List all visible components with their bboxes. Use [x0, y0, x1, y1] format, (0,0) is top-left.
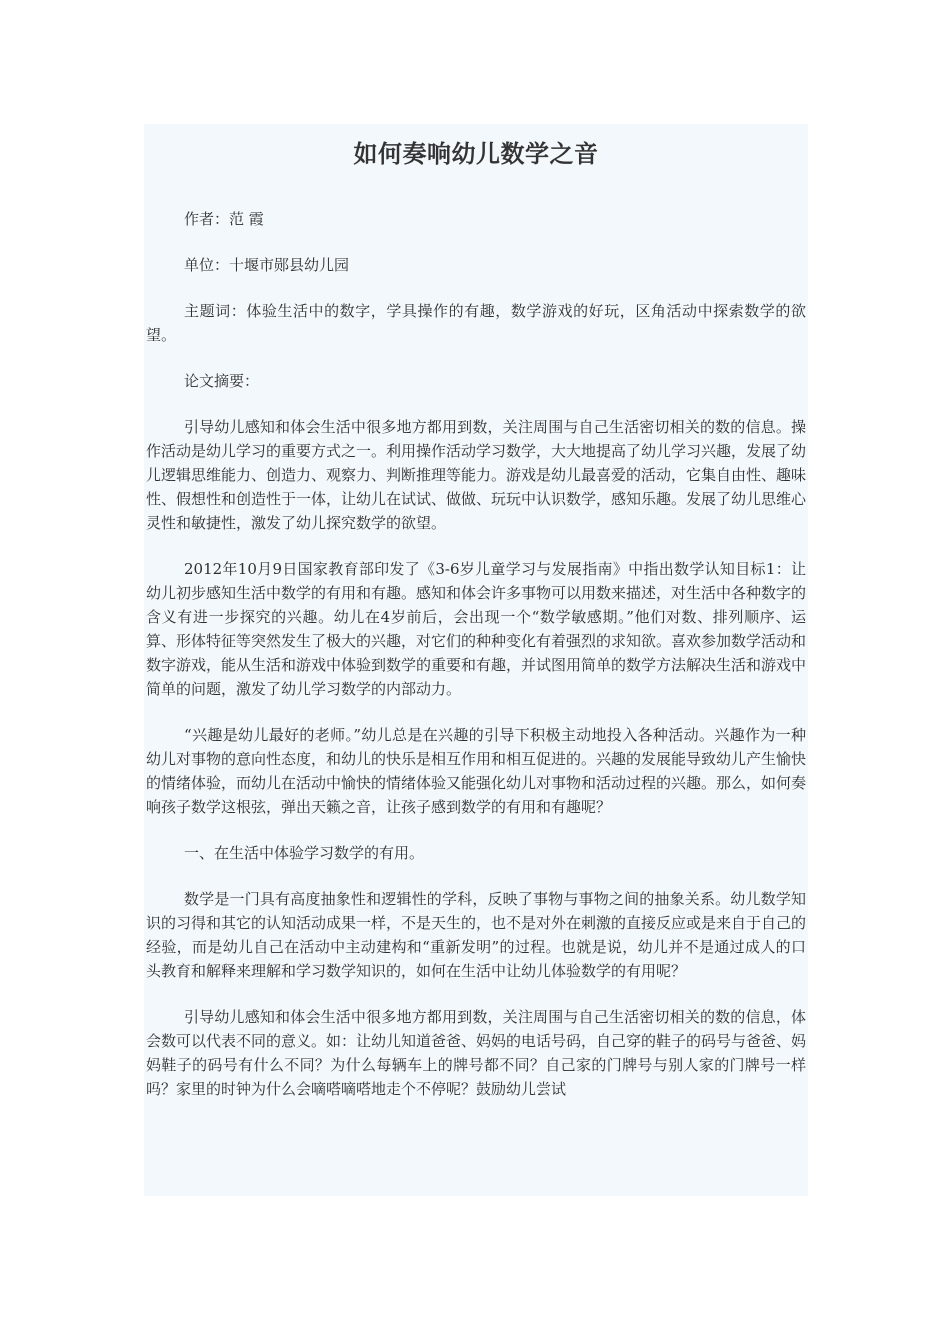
body-paragraph: 数学是一门具有高度抽象性和逻辑性的学科，反映了事物与事物之间的抽象关系。幼儿数学知识的习得和其它的认知活动成果一样，不是天生的，也不是对外在刺激的直接反应或是来自于自己的经验，而是幼儿自己在活动中主动建构和“重新发明”的过程。也就是说，幼儿并不是通过成人的口头教育和解释来理解和学习数学知识的，如何在生活中让幼儿体验数学的有用呢？ — [146, 890, 807, 980]
unit-line: 单位：十堰市郧县幼儿园 — [184, 256, 350, 274]
article-title: 如何奏响幼儿数学之音 — [353, 139, 599, 168]
body-paragraph: 2012年10月9日国家教育部印发了《3-6岁儿童学习与发展指南》中指出数学认知目标1：让幼儿初步感知生活中数学的有用和有趣。感知和体会许多事物可以用数来描述，对生活中各种数字的含义有进一步探究的兴趣。幼儿在4岁前后，会出现一个“数学敏感期。”他们对数、排列顺序、运算、形体特征等突然发生了极大的兴趣，对它们的种种变化有着强烈的求知欲。喜欢参加数学活动和数字游戏，能从生活和游戏中体验到数学的重要和有趣，并试图用简单的数学方法解决生活和游戏中简单的问题，激发了幼儿学习数学的内部动力。 — [146, 560, 807, 698]
keywords-paragraph: 主题词：体验生活中的数字，学具操作的有趣，数学游戏的好玩，区角活动中探索数学的欲望。 — [146, 302, 806, 344]
section-heading: 一、在生活中体验学习数学的有用。 — [184, 844, 425, 862]
body-paragraph: “兴趣是幼儿最好的老师。”幼儿总是在兴趣的引导下积极主动地投入各种活动。兴趣作为一种幼儿对事物的意向性态度，和幼儿的快乐是相互作用和相互促进的。兴趣的发展能导致幼儿产生愉快的情绪体验，而幼儿在活动中愉快的情绪体验又能强化幼儿对事物和活动过程的兴趣。那么，如何奏响孩子数学这根弦，弹出天籁之音，让孩子感到数学的有用和有趣呢？ — [146, 726, 807, 816]
article-panel — [144, 124, 808, 1196]
body-paragraph: 引导幼儿感知和体会生活中很多地方都用到数，关注周围与自己生活密切相关的数的信息，体会数可以代表不同的意义。如：让幼儿知道爸爸、妈妈的电话号码，自己穿的鞋子的码号与爸爸、妈妈鞋子的码号有什么不同？为什么每辆车上的牌号都不同？自己家的门牌号与别人家的门牌号一样吗？家里的时钟为什么会嘀嗒嘀嗒地走个不停呢？鼓励幼儿尝试 — [146, 1008, 807, 1098]
article-body — [144, 207, 808, 1101]
body-paragraph: 引导幼儿感知和体会生活中很多地方都用到数，关注周围与自己生活密切相关的数的信息。操作活动是幼儿学习的重要方式之一。利用操作活动学习数学，大大地提高了幼儿学习兴趣，发展了幼儿逻辑思维能力、创造力、观察力、判断推理等能力。游戏是幼儿最喜爱的活动，它集自由性、趣味性、假想性和创造性于一体，让幼儿在试试、做做、玩玩中认识数学，感知乐趣。发展了幼儿思维心灵性和敏捷性，激发了幼儿探究数学的欲望。 — [146, 418, 807, 532]
author-line: 作者：范 霞 — [184, 210, 264, 228]
abstract-heading: 论文摘要： — [184, 372, 260, 390]
